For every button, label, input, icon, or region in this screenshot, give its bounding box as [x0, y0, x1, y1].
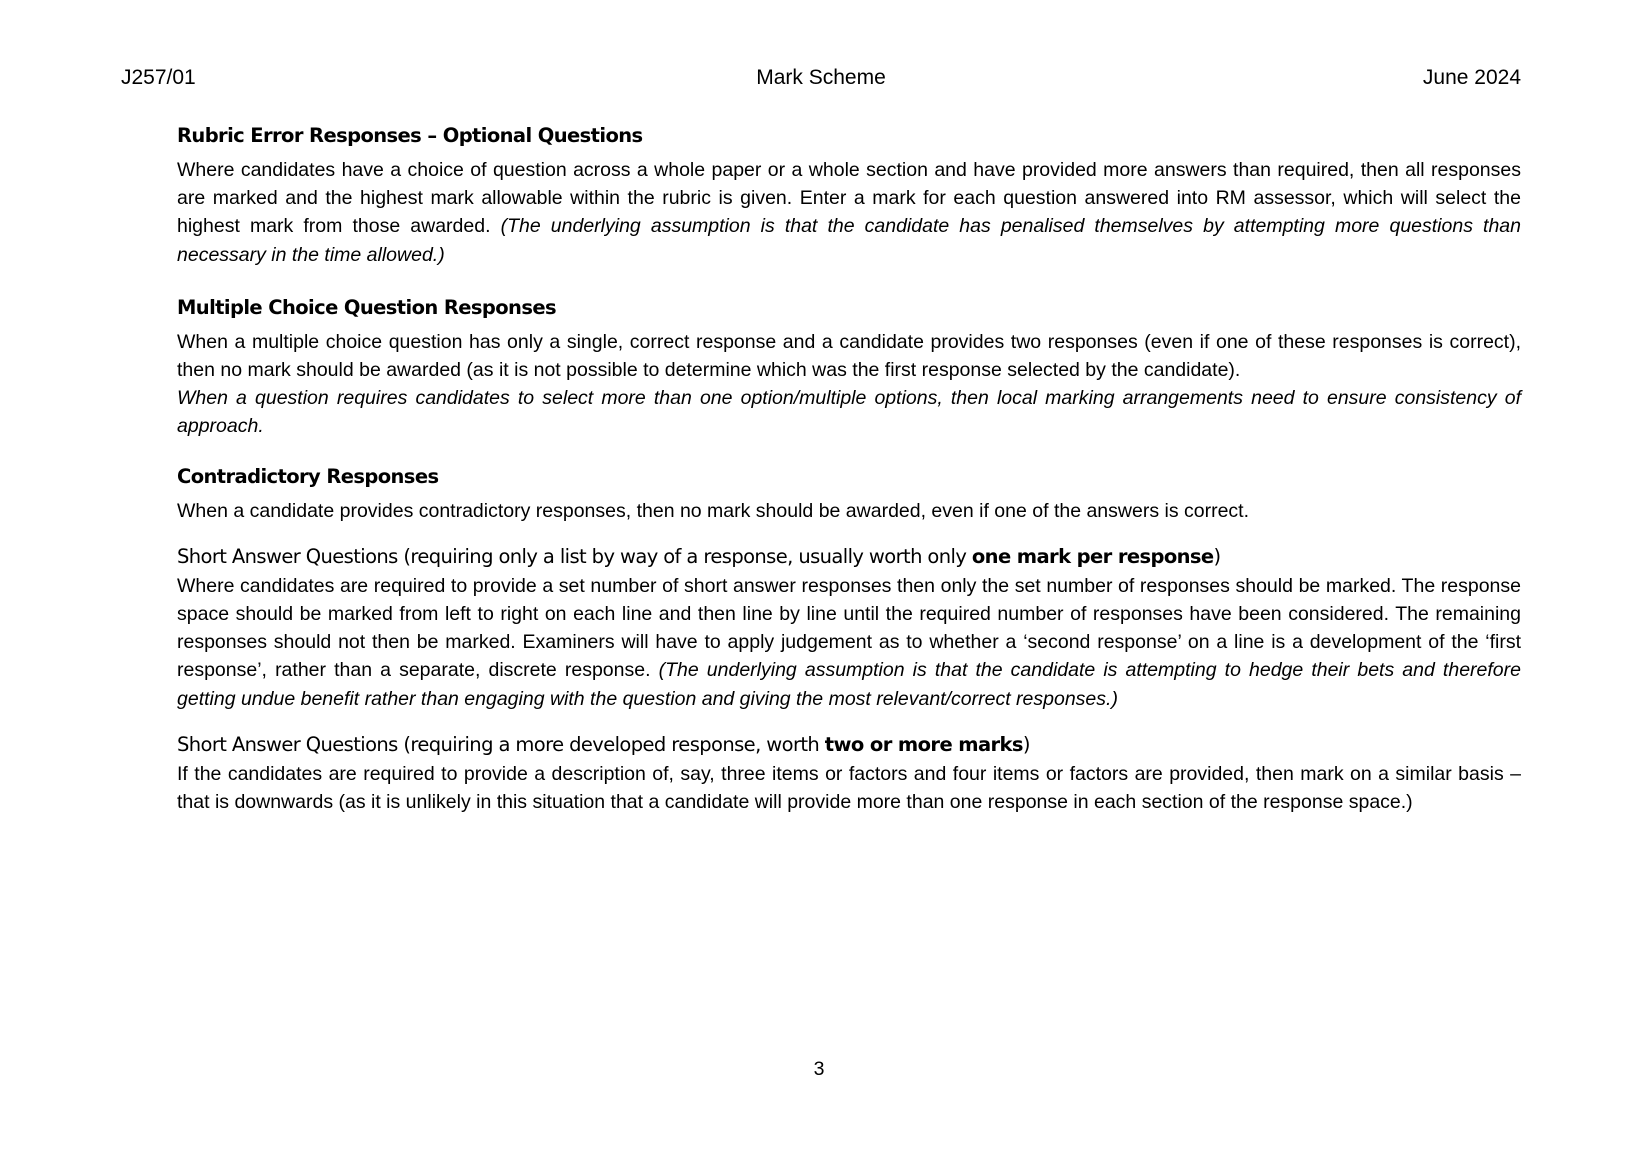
- section-paragraph-italic: [177, 384, 1521, 440]
- section-contradictory-responses: [177, 463, 1521, 525]
- heading-emphasis: one mark per response: [971, 544, 1214, 568]
- paragraph-text: When a multiple choice question has only a single, correct response and a candidate provides two responses (even if one of these responses is correct), then no mark should be awarded (as it is not possible to determine which was the first response selected by the candidate).: [177, 330, 1521, 382]
- paragraph-text: Where candidates are required to provide a set number of short answer responses then only the set number of responses should be marked. The response space should be marked from left to right on each line and then line by line until the required number of responses have been considered. The remaining responses should not then be marked. Examiners will have to apply judgement as to whether a ‘second response’ on a line is a development of the ‘first response’, rather than a separate, discrete response.: [177, 574, 1521, 682]
- section-rubric-error-responses: [177, 122, 1521, 269]
- heading-text: Short Answer Questions (requiring a more developed response, worth: [177, 732, 825, 756]
- section-heading: Contradictory Responses: [177, 464, 439, 488]
- section-paragraph: If the candidates are required to provide a description of, say, three items or factors and four items or factors are provided, then mark on a similar basis – that is downwards (as it is unlikely in this situation that a candidate will provide more than one response in each section of the response space.): [177, 762, 1521, 814]
- paragraph-italic-note: When a question requires candidates to select more than one option/multiple options, then local marking arrangements need to ensure consistency of approach.: [177, 387, 1521, 438]
- paper-code: J257/01: [121, 66, 196, 89]
- page-header: [121, 66, 1521, 96]
- section-short-answer-list: [177, 543, 1521, 713]
- heading-emphasis: two or more marks: [824, 732, 1023, 756]
- section-heading: [177, 731, 1521, 759]
- section-paragraph: [177, 328, 1521, 384]
- section-short-answer-developed: [177, 731, 1521, 816]
- section-paragraph: [177, 156, 1521, 269]
- heading-suffix: ): [1022, 732, 1030, 756]
- paragraph-text: Where candidates have a choice of question across a whole paper or a whole section and have provided more answers than required, then all responses are marked and the highest mark allowable within the rubric is given. Enter a mark for each question answered into RM assessor, which will select the highest mark from those awarded.: [177, 159, 1521, 238]
- exam-session-date: June 2024: [1422, 66, 1521, 89]
- paragraph-italic-note: (The underlying assumption is that the candidate has penalised themselves by attempting more questions than necessary in the time allowed.): [177, 215, 1521, 266]
- paragraph-italic-note: (The underlying assumption is that the candidate is attempting to hedge their bets and therefore getting undue benefit rather than engaging with the question and giving the most relevant/correct responses.): [177, 659, 1521, 710]
- page-number: 3: [813, 1058, 825, 1080]
- section-heading: [177, 543, 1521, 571]
- section-heading: Rubric Error Responses – Optional Questions: [177, 124, 643, 147]
- document-body: [177, 122, 1521, 816]
- section-heading: Multiple Choice Question Responses: [177, 295, 556, 319]
- section-multiple-choice-responses: [177, 294, 1521, 441]
- section-paragraph: [177, 572, 1521, 713]
- section-paragraph: When a candidate provides contradictory responses, then no mark should be awarded, even if one of the answers is correct.: [177, 499, 1250, 522]
- heading-suffix: ): [1213, 544, 1221, 568]
- heading-text: Short Answer Questions (requiring only a list by way of a response, usually worth only: [177, 544, 972, 568]
- document-title: Mark Scheme: [756, 66, 886, 89]
